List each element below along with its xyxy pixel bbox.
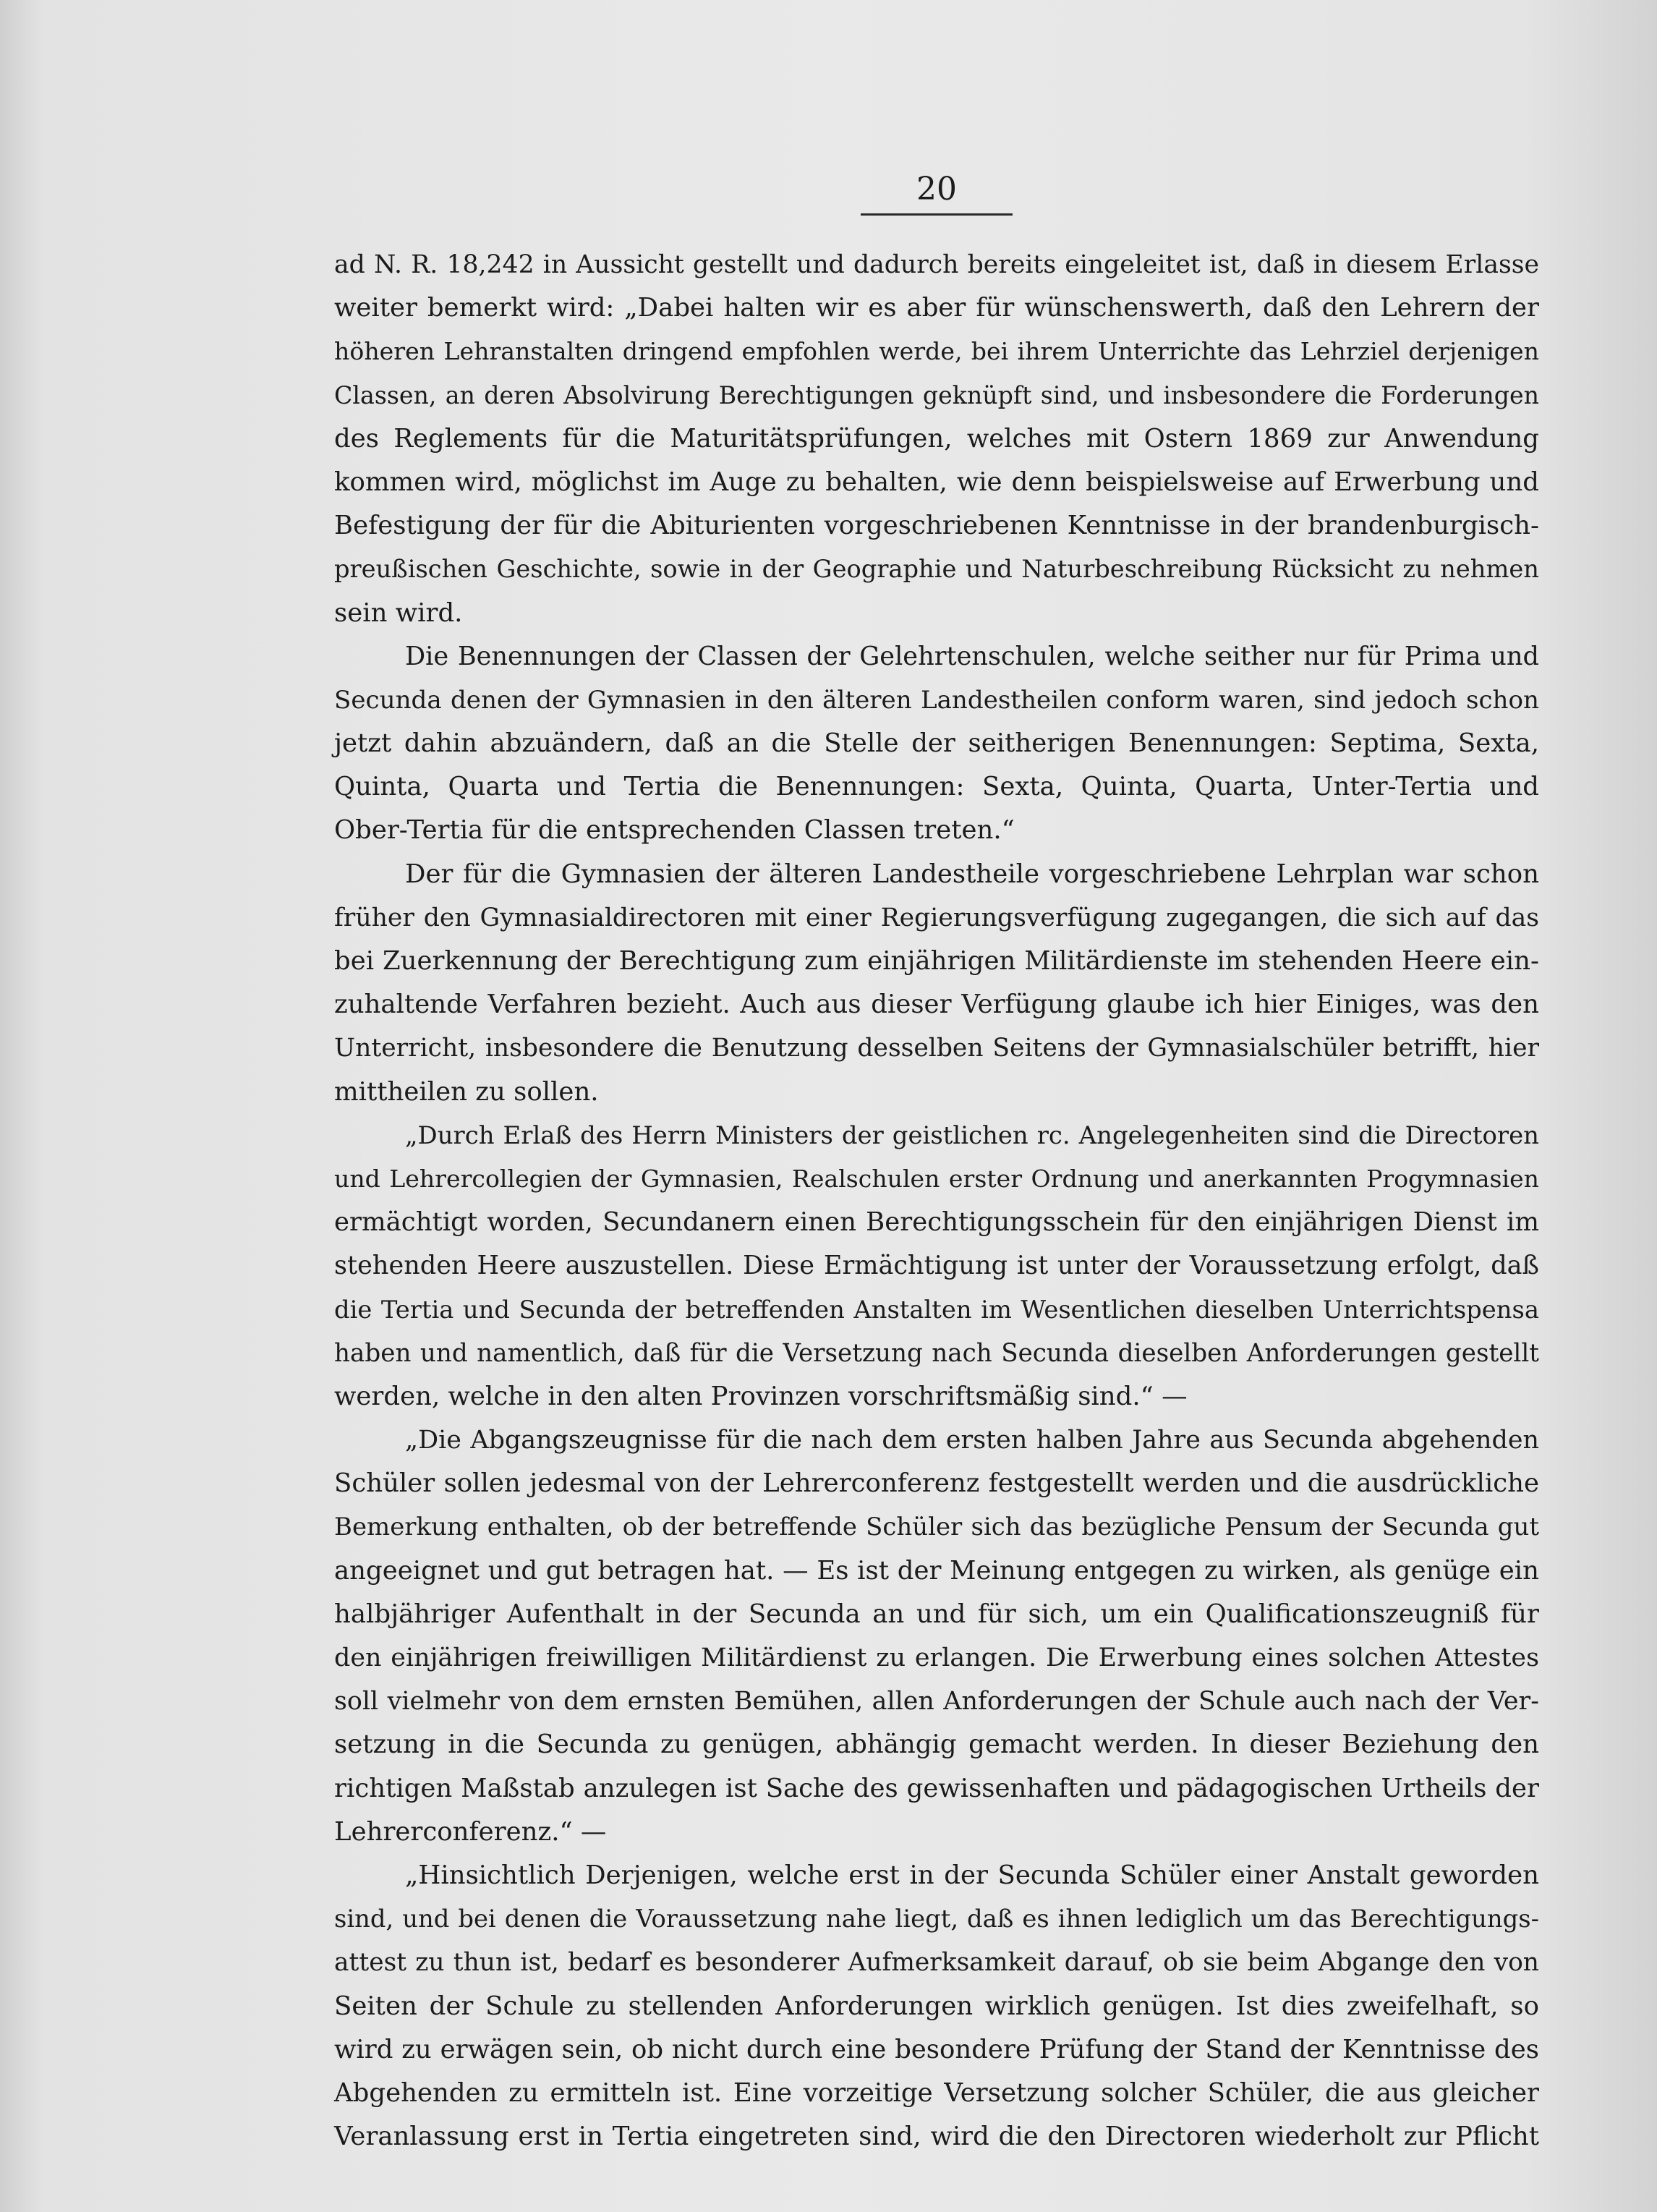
- text-line: „Die Abgangszeugnisse für die nach dem ersten halben Jahre aus Secunda abgehenden: [405, 1426, 1539, 1455]
- text-line: zuhaltende Verfahren bezieht. Auch aus dieser Verfügung glaube ich hier Einiges, was den: [334, 990, 1539, 1020]
- text-line: halbjähriger Aufenthalt in der Secunda an und für sich, um ein Qualificationszeugniß für: [334, 1599, 1539, 1629]
- text-line: weiter bemerkt wird: „Dabei halten wir es aber für wünschenswerth, daß den Lehrern der: [334, 293, 1539, 323]
- text-line: angeeignet und gut betragen hat. — Es ist der Meinung entgegen zu wirken, als genüge ein: [334, 1555, 1539, 1586]
- text-line: attest zu thun ist, bedarf es besonderer Aufmerksamkeit darauf, ob sie beim Abgange den von: [334, 1948, 1539, 1978]
- text-line: Der für die Gymnasien der älteren Landestheile vorgeschriebene Lehrplan war schon: [405, 859, 1539, 889]
- text-line: bei Zuerkennung der Berechtigung zum einjährigen Militärdienste im stehenden Heere ein-: [334, 946, 1539, 976]
- text-line: ermächtigt worden, Secundanern einen Berechtigungsschein für den einjährigen Dienst im: [334, 1207, 1539, 1238]
- text-line: Veranlassung erst in Tertia eingetreten sind, wird die den Directoren wiederholt zur Pflicht: [334, 2122, 1539, 2152]
- text-line: „Durch Erlaß des Herrn Ministers der geistlichen rc. Angelegenheiten sind die Directoren: [405, 1120, 1539, 1149]
- text-line: mittheilen zu sollen.: [334, 1076, 599, 1107]
- text-line: des Reglements für die Maturitätsprüfungen, welches mit Ostern 1869 zur Anwendung: [334, 423, 1539, 454]
- text-line: „Hinsichtlich Derjenigen, welche erst in der Secunda Schüler einer Anstalt geworden: [405, 1860, 1539, 1890]
- text-line: sind, und bei denen die Voraussetzung nahe liegt, daß es ihnen lediglich um das Berechtigungs-: [334, 1905, 1539, 1934]
- text-line: Die Benennungen der Classen der Gelehrtenschulen, welche seither nur für Prima und: [405, 641, 1539, 671]
- text-line: höheren Lehranstalten dringend empfohlen werde, bei ihrem Unterrichte das Lehrziel derjenigen: [334, 337, 1539, 366]
- text-line: preußischen Geschichte, sowie in der Geographie und Naturbeschreibung Rücksicht zu nehmen: [334, 555, 1539, 584]
- text-line: Classen, an deren Absolvirung Berechtigungen geknüpft sind, und insbesondere die Forderungen: [334, 380, 1539, 409]
- text-line: Seiten der Schule zu stellenden Anforderungen wirklich genügen. Ist dies zweifelhaft, so: [334, 1991, 1539, 2021]
- text-line: kommen wird, möglichst im Auge zu behalten, wie denn beispielsweise auf Erwerbung und: [334, 467, 1539, 497]
- text-line: früher den Gymnasialdirectoren mit einer Regierungsverfügung zugegangen, die sich auf das: [334, 903, 1539, 932]
- text-line: den einjährigen freiwilligen Militärdienst zu erlangen. Die Erwerbung eines solchen Attestes: [334, 1643, 1539, 1672]
- text-line: Quinta, Quarta und Tertia die Benennungen: Sexta, Quinta, Quarta, Unter-Tertia und: [334, 772, 1539, 802]
- text-line: jetzt dahin abzuändern, daß an die Stelle der seitherigen Benennungen: Septima, Sexta,: [334, 728, 1539, 759]
- text-line: Lehrerconferenz.“ —: [334, 1816, 607, 1847]
- text-line: stehenden Heere auszustellen. Diese Ermächtigung ist unter der Voraussetzung erfolgt, daß: [334, 1251, 1539, 1281]
- text-line: werden, welche in den alten Provinzen vorschriftsmäßig sind.“ —: [334, 1381, 1188, 1411]
- text-line: Ober-Tertia für die entsprechenden Classen treten.“: [334, 815, 1015, 846]
- text-line: Befestigung der für die Abiturienten vorgeschriebenen Kenntnisse in der brandenburgisch-: [334, 511, 1539, 541]
- text-line: Secunda denen der Gymnasien in den älteren Landestheilen conform waren, sind jedoch schon: [334, 685, 1539, 715]
- body-text: [334, 243, 1539, 2158]
- text-line: und Lehrercollegien der Gymnasien, Realschulen erster Ordnung und anerkannten Progymnasien: [334, 1164, 1539, 1193]
- text-line: Unterricht, insbesondere die Benutzung desselben Seitens der Gymnasialschüler betrifft, hier: [334, 1034, 1539, 1063]
- text-line: sein wird.: [334, 597, 463, 628]
- text-line: haben und namentlich, daß für die Versetzung nach Secunda dieselben Anforderungen gestellt: [334, 1338, 1539, 1368]
- text-line: richtigen Maßstab anzulegen ist Sache des gewissenhaften und pädagogischen Urtheils der: [334, 1773, 1539, 1803]
- text-line: die Tertia und Secunda der betreffenden Anstalten im Wesentlichen dieselben Unterrichtspensa: [334, 1295, 1539, 1324]
- text-line: Bemerkung enthalten, ob der betreffende Schüler sich das bezügliche Pensum der Secunda gut: [334, 1513, 1539, 1542]
- text-line: soll vielmehr von dem ernsten Bemühen, allen Anforderungen der Schule auch nach der Ver-: [334, 1687, 1539, 1717]
- text-line: Schüler sollen jedesmal von der Lehrerconferenz festgestellt werden und die ausdrückliche: [334, 1468, 1539, 1499]
- text-line: ad N. R. 18,242 in Aussicht gestellt und dadurch bereits eingeleitet ist, daß in diesem Erlasse: [334, 250, 1539, 279]
- text-line: wird zu erwägen sein, ob nicht durch eine besondere Prüfung der Stand der Kenntnisse des: [334, 2034, 1539, 2064]
- text-line: setzung in die Secunda zu genügen, abhängig gemacht werden. In dieser Beziehung den: [334, 1730, 1539, 1760]
- page-number-rule: [861, 213, 1013, 216]
- text-line: Abgehenden zu ermitteln ist. Eine vorzeitige Versetzung solcher Schüler, die aus gleicher: [334, 2077, 1539, 2108]
- page-number: 20: [916, 171, 957, 208]
